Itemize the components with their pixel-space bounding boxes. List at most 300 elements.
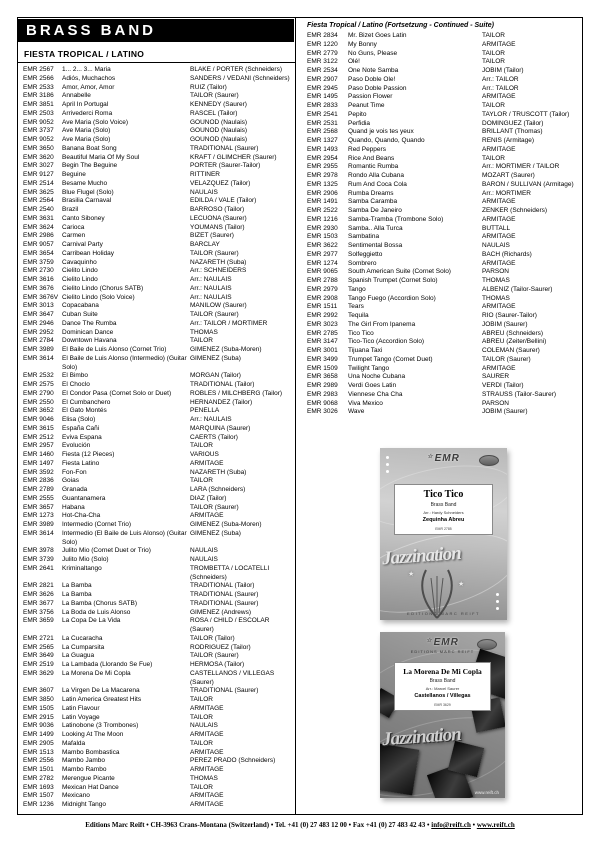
catalog-row <box>23 740 293 749</box>
composer-arranger: ARMITAGE <box>190 704 224 712</box>
composer-arranger: RITTINER <box>190 171 220 178</box>
piece-title: Begin The Beguine <box>62 162 118 170</box>
composer-arranger: BLAKE / PORTER (Schneiders) <box>190 66 282 73</box>
catalog-row <box>23 784 293 793</box>
catalog-row <box>23 399 293 408</box>
piece-title: Passion Flower <box>348 93 393 101</box>
piece-title: Una Noche Cubana <box>348 373 406 381</box>
catalog-number: EMR 1501 <box>23 766 54 773</box>
piece-title: Viva Mexico <box>348 399 383 407</box>
catalog-number: EMR 3614 <box>23 529 54 537</box>
catalog-row <box>307 365 581 374</box>
catalog-number: EMR 2512 <box>23 433 54 441</box>
composer-arranger: GOUNOD (Naulais) <box>190 118 248 126</box>
piece-title: Romantic Rumba <box>348 163 399 171</box>
catalog-row <box>307 391 581 400</box>
catalog-number: EMR 3989 <box>23 346 54 353</box>
composer-arranger: Arr.: TAILOR / MORTIMER <box>190 319 268 327</box>
catalog-number: EMR 9065 <box>307 268 338 276</box>
catalog-number: EMR 3122 <box>307 58 338 66</box>
composer-arranger: TRADITIONAL (Saurer) <box>190 144 259 152</box>
catalog-number: EMR 1274 <box>307 259 338 267</box>
composer-arranger: Arr.: NAULAIS <box>190 284 232 292</box>
imprint-text: EDITIONS MARC REIFT <box>410 649 475 654</box>
composer-arranger: KENNEDY (Saurer) <box>190 101 247 108</box>
catalog-row <box>307 347 581 356</box>
piece-title: Tico-Tico (Accordion Solo) <box>348 338 425 346</box>
catalog-number: EMR 3739 <box>23 556 54 563</box>
catalog-number: EMR 9052 <box>23 136 54 143</box>
composer-arranger: THOMAS <box>482 294 510 302</box>
cover-composer: Castellanos / Villegas <box>414 693 471 699</box>
composer-arranger: BUTTALL <box>482 224 511 232</box>
catalog-row <box>23 547 293 556</box>
catalog-row <box>23 661 293 670</box>
catalog-number: EMR 9046 <box>23 416 54 423</box>
catalog-number: EMR 2788 <box>307 277 338 284</box>
composer-arranger: KRAFT / GLIMCHER (Saurer) <box>190 153 277 161</box>
piece-title: Latin Flavour <box>62 704 100 712</box>
piece-title: Latin Voyage <box>62 713 100 721</box>
piece-title: Solfeggietto <box>348 250 383 258</box>
catalog-row <box>23 477 293 486</box>
composer-arranger: ARMITAGE <box>482 198 516 206</box>
piece-title: Red Peppers <box>348 145 386 153</box>
catalog-row <box>23 757 293 766</box>
catalog-row <box>23 267 293 276</box>
composer-arranger: TAILOR <box>482 58 505 66</box>
catalog-number: EMR 3650 <box>23 144 54 152</box>
catalog-row <box>307 76 581 85</box>
catalog-row <box>307 128 581 137</box>
corner-dots <box>496 593 499 610</box>
piece-title: Looking At The Moon <box>62 731 124 738</box>
catalog-row <box>23 84 293 93</box>
piece-title: Arrivederci Roma <box>62 109 113 117</box>
catalog-number: EMR 2955 <box>307 163 338 171</box>
catalog-row <box>307 312 581 321</box>
catalog-row <box>23 495 293 504</box>
catalog-number: EMR 2906 <box>307 189 338 197</box>
catalog-number: EMR 2721 <box>23 634 54 642</box>
catalog-number: EMR 2978 <box>307 172 338 179</box>
catalog-number: EMR 3625 <box>23 188 54 196</box>
piece-title: The Girl From Ipanema <box>348 320 416 328</box>
composer-arranger: ARMITAGE <box>190 459 224 467</box>
piece-title: Paso Doble Ole! <box>348 75 396 83</box>
catalog-number: EMR 3026 <box>307 408 338 416</box>
catalog-row <box>23 66 293 75</box>
piece-title: Carmen <box>62 232 86 240</box>
piece-title: La Virgen De La Macarena <box>62 687 140 695</box>
catalog-number: EMR 2952 <box>23 328 54 336</box>
composer-arranger: RUIZ (Tailor) <box>190 83 227 91</box>
catalog-number: EMR 2568 <box>307 128 338 136</box>
catalog-row <box>23 644 293 653</box>
composer-arranger: ROBLES / MILCHBERG (Tailor) <box>190 389 283 397</box>
composer-arranger: GIMENEZ (Suba) <box>190 529 241 537</box>
catalog-row <box>23 425 293 434</box>
catalog-row <box>23 127 293 136</box>
composer-arranger: TRADITIONAL (Tailor) <box>190 582 255 590</box>
piece-title: Brazil <box>62 206 79 213</box>
piece-title: Canto Siboney <box>62 214 105 222</box>
catalog-number: EMR 3676V <box>23 293 59 301</box>
catalog-number: EMR 9127 <box>23 171 54 178</box>
piece-title: Beguine <box>62 171 86 178</box>
catalog-number: EMR 2503 <box>23 109 54 117</box>
piece-title: Sombrero <box>348 259 377 267</box>
composer-arranger: SAURER <box>482 373 510 381</box>
cover-title-box <box>394 484 493 535</box>
composer-arranger: NAZARETH (Suba) <box>190 258 247 266</box>
catalog-number: EMR 2954 <box>307 154 338 162</box>
composer-arranger: NAULAIS <box>190 556 218 563</box>
piece-title: Peanut Time <box>348 102 385 109</box>
oval-badge-icon <box>479 455 499 466</box>
catalog-row <box>23 276 293 285</box>
composer-arranger: NAULAIS <box>190 547 218 555</box>
piece-title: Rondo Alla Cubana <box>348 172 405 179</box>
piece-title: Rice And Beans <box>348 154 395 162</box>
catalog-row <box>23 180 293 189</box>
piece-title: South American Suite (Cornet Solo) <box>348 268 451 276</box>
catalog-number: EMR 1460 <box>23 451 54 458</box>
piece-title: Ave Maria (Solo) <box>62 136 111 143</box>
composer-arranger: MANILOW (Saurer) <box>190 302 247 310</box>
composer-arranger: GOUNOD (Naulais) <box>190 136 248 143</box>
composer-arranger: PARSON <box>482 268 509 276</box>
piece-title: Carioca <box>62 223 85 231</box>
catalog-row <box>307 111 581 120</box>
catalog-row <box>23 504 293 513</box>
catalog-row <box>23 110 293 119</box>
composer-arranger: TAILOR <box>482 49 505 57</box>
piece-title: Olé! <box>348 58 360 66</box>
piece-title: Cavaquinho <box>62 258 97 266</box>
composer-arranger: RODRIGUEZ (Tailor) <box>190 643 251 651</box>
series-logo-jazzination: Jazzination <box>381 542 462 570</box>
catalog-number: EMR 2565 <box>23 643 54 651</box>
catalog-number: EMR 1216 <box>307 215 338 223</box>
piece-title: La Cucaracha <box>62 634 103 642</box>
composer-arranger: TAILOR <box>482 32 505 39</box>
catalog-number: EMR 2575 <box>23 381 54 388</box>
footer-contact: Editions Marc Reift • CH-3963 Crans-Montana (Switzerland) • Tel. +41 (0) 27 483 12 00 • Fax +41 (0) 27 483 42 43 • <box>85 821 432 829</box>
catalog-number: EMR 2531 <box>307 119 338 127</box>
catalog-number: EMR 3631 <box>23 214 54 222</box>
piece-title: Copacabana <box>62 302 99 310</box>
composer-arranger: Arr.: SCHNEIDERS <box>190 267 247 275</box>
catalog-row <box>23 337 293 346</box>
piece-title: Fiesta (12 Pieces) <box>62 451 115 458</box>
composer-arranger: JOBIM (Saurer) <box>482 408 528 416</box>
catalog-column-right <box>301 20 581 417</box>
composer-arranger: ARMITAGE <box>482 40 516 48</box>
catalog-number: EMR 3676 <box>23 284 54 292</box>
composer-arranger: PENELLA <box>190 407 220 415</box>
catalog-number: EMR 1511 <box>307 303 338 311</box>
composer-arranger: ARMITAGE <box>190 766 224 773</box>
piece-title: Pepito <box>348 110 367 118</box>
catalog-row <box>23 609 293 618</box>
catalog-number: EMR 3624 <box>23 223 54 231</box>
composer-arranger: THOMAS <box>190 774 218 782</box>
website-text: www.reift.ch <box>474 790 499 795</box>
piece-title: Downtown Havana <box>62 337 117 345</box>
catalog-row <box>23 792 293 801</box>
catalog-number: EMR 2541 <box>307 110 338 118</box>
composer-arranger: SANDERS / VEDANI (Schneiders) <box>190 74 290 82</box>
catalog-row <box>307 67 581 76</box>
piece-title: La Lambada (Llorando Se Fue) <box>62 661 153 668</box>
catalog-row <box>23 565 293 583</box>
composer-arranger: ABREU (Zeiter/Bellini) <box>482 338 547 346</box>
catalog-row <box>307 181 581 190</box>
composer-arranger: TRADITIONAL (Tailor) <box>190 381 255 388</box>
catalog-row <box>23 442 293 451</box>
piece-title: Rumba Dreams <box>348 189 394 197</box>
piece-title: Latin America Greatest Hits <box>62 696 142 703</box>
piece-title: Samba Caramba <box>348 198 398 206</box>
composer-arranger: MOZART (Saurer) <box>482 172 535 179</box>
composer-arranger: TAILOR (Saurer) <box>190 249 239 257</box>
composer-arranger: STRAUSS (Tailor-Saurer) <box>482 390 557 398</box>
composer-arranger: ABREU (Schneiders) <box>482 329 544 337</box>
catalog-number: EMR 1503 <box>307 233 338 241</box>
catalog-row <box>23 189 293 198</box>
piece-title: Tequila <box>348 312 369 319</box>
composer-arranger: TAILOR <box>190 696 213 703</box>
imprint-text: EDITIONS MARC REIFT <box>407 611 480 616</box>
catalog-number: EMR 2915 <box>23 713 54 721</box>
piece-title: No Guns, Please <box>348 49 398 57</box>
composer-arranger: HERNANDEZ (Tailor) <box>190 398 253 406</box>
composer-arranger: PEREZ PRADO (Schneiders) <box>190 757 276 765</box>
composer-arranger: GIMENEZ (Suba) <box>190 354 241 362</box>
catalog-number: EMR 2566 <box>23 74 54 82</box>
catalog-row <box>307 242 581 251</box>
catalog-number: EMR 1499 <box>23 731 54 738</box>
piece-title: La Copa De La Vida <box>62 617 121 625</box>
piece-title: Hot-Cha-Cha <box>62 512 101 520</box>
composer-arranger: VARIOUS <box>190 451 219 458</box>
catalog-number: EMR 2836 <box>23 477 54 485</box>
catalog-row <box>307 225 581 234</box>
catalog-number: EMR 2564 <box>23 197 54 205</box>
catalog-number: EMR 1497 <box>23 459 54 467</box>
composer-arranger: TAILOR (Tailor) <box>190 634 235 642</box>
catalog-row <box>23 101 293 110</box>
catalog-number: EMR 2782 <box>23 774 54 782</box>
catalog-number: EMR 3013 <box>23 302 54 310</box>
catalog-row <box>307 321 581 330</box>
composer-arranger: CASTELLANOS / VILLEGAS (Saurer) <box>190 669 275 686</box>
catalog-number: EMR 3615 <box>23 424 54 432</box>
catalog-row <box>23 145 293 154</box>
catalog-row <box>307 286 581 295</box>
catalog-number: EMR 2641 <box>23 564 54 572</box>
cover-arranger: Arr.: Marcel Saurer <box>425 686 460 691</box>
catalog-row <box>307 32 581 41</box>
catalog-number: EMR 3658 <box>307 373 338 381</box>
catalog-number: EMR 3851 <box>23 101 54 108</box>
catalog-number: EMR 9036 <box>23 722 54 730</box>
catalog-number: EMR 2534 <box>307 67 338 74</box>
cover-composer: Zequinha Abreu <box>422 517 465 523</box>
piece-title: La Guagua <box>62 652 95 660</box>
piece-title: Eviva Espana <box>62 433 102 441</box>
catalog-number: EMR 3607 <box>23 687 54 695</box>
piece-title: Cielito Lindo (Chorus SATB) <box>62 284 144 292</box>
catalog-row <box>23 670 293 688</box>
catalog-row <box>23 75 293 84</box>
catalog-number: EMR 2550 <box>23 398 54 406</box>
piece-title: Twilight Tango <box>348 364 390 372</box>
catalog-number: EMR 2789 <box>23 486 54 493</box>
composer-arranger: GIMENEZ (Suba-Moren) <box>190 346 262 353</box>
catalog-row <box>23 469 293 478</box>
composer-arranger: LECUONA (Saurer) <box>190 214 247 222</box>
composer-arranger: TRADITIONAL (Saurer) <box>190 687 259 695</box>
piece-title: Ave Maria (Solo) <box>62 127 111 135</box>
piece-title: 1... 2... 3... Maria <box>62 66 111 73</box>
piece-title: One Note Samba <box>348 67 399 74</box>
composer-arranger: TAILOR <box>190 337 213 345</box>
catalog-row <box>23 232 293 241</box>
catalog-list-left <box>18 63 295 810</box>
catalog-row <box>23 285 293 294</box>
catalog-number: EMR 3649 <box>23 652 54 660</box>
catalog-column-left <box>18 45 295 810</box>
catalog-row <box>23 407 293 416</box>
catalog-row <box>23 749 293 758</box>
piece-title: Intermedio (Cornet Trio) <box>62 521 131 528</box>
composer-arranger: ZENKER (Schneiders) <box>482 207 548 214</box>
catalog-number: EMR 3001 <box>307 347 338 354</box>
catalog-number: EMR 3654 <box>23 249 54 257</box>
catalog-number: EMR 2730 <box>23 267 54 275</box>
catalog-row <box>23 434 293 443</box>
piece-title: El Bimbo <box>62 372 89 380</box>
catalog-row <box>23 119 293 128</box>
piece-title: Sambatina <box>348 233 380 241</box>
catalog-row <box>23 775 293 784</box>
page-title: BRASS BAND <box>18 19 294 42</box>
piece-title: Rum And Coca Cola <box>348 180 407 188</box>
catalog-row <box>307 251 581 260</box>
piece-title: La Cumparsita <box>62 643 105 651</box>
catalog-number: EMR 1507 <box>23 792 54 800</box>
piece-title: Sentimental Bossa <box>348 242 403 249</box>
composer-arranger: TAILOR <box>190 442 213 450</box>
catalog-row <box>307 198 581 207</box>
catalog-row <box>307 146 581 155</box>
catalog-number: EMR 2957 <box>23 442 54 450</box>
catalog-number: EMR 2532 <box>23 372 54 380</box>
catalog-row <box>307 172 581 181</box>
catalog-row <box>307 268 581 277</box>
catalog-row <box>23 162 293 171</box>
catalog-number: EMR 2522 <box>307 207 338 214</box>
composer-arranger: ARMITAGE <box>190 731 224 738</box>
catalog-number: EMR 3620 <box>23 153 54 161</box>
catalog-row <box>307 190 581 199</box>
catalog-number: EMR 3737 <box>23 127 54 135</box>
catalog-row <box>307 216 581 225</box>
piece-title: My Bonny <box>348 40 377 48</box>
catalog-number: EMR 2907 <box>307 75 338 83</box>
catalog-row <box>307 373 581 382</box>
catalog-row <box>23 486 293 495</box>
catalog-row <box>307 233 581 242</box>
catalog-row <box>23 197 293 206</box>
catalog-number: EMR 3626 <box>23 591 54 598</box>
piece-title: Quand je vois tes yeux <box>348 128 414 136</box>
composer-arranger: VELAZQUEZ (Tailor) <box>190 179 251 187</box>
piece-title: Banana Boat Song <box>62 144 117 152</box>
catalog-row <box>23 652 293 661</box>
piece-title: Fon-Fon <box>62 468 87 476</box>
catalog-number: EMR 2905 <box>23 739 54 747</box>
composer-arranger: TAILOR <box>190 783 213 791</box>
catalog-number: EMR 1693 <box>23 783 54 791</box>
catalog-number: EMR 3756 <box>23 608 54 616</box>
catalog-row <box>23 460 293 469</box>
catalog-row <box>23 355 293 373</box>
composer-arranger: TAILOR (Saurer) <box>190 652 239 660</box>
catalog-row <box>23 171 293 180</box>
catalog-row <box>23 591 293 600</box>
piece-title: Cielito Lindo <box>62 267 98 275</box>
catalog-number: EMR 2533 <box>23 83 54 91</box>
catalog-row <box>307 408 581 417</box>
composer-arranger: Arr.: NAULAIS <box>190 416 232 423</box>
piece-title: Kriminaltango <box>62 564 102 572</box>
catalog-row <box>307 102 581 111</box>
catalog-row <box>23 530 293 548</box>
catalog-row <box>23 215 293 224</box>
catalog-number: EMR 2555 <box>23 494 54 502</box>
composer-arranger: TAILOR (Saurer) <box>190 503 239 511</box>
catalog-row <box>23 241 293 250</box>
catalog-number: EMR 1220 <box>307 40 338 48</box>
composer-arranger: BARCLAY <box>190 241 220 248</box>
composer-arranger: TAILOR <box>482 154 505 162</box>
piece-title: Mambo Bombastica <box>62 748 120 756</box>
piece-title: Dance The Rumba <box>62 319 117 327</box>
composer-arranger: TAILOR <box>482 102 505 109</box>
catalog-number: EMR 3759 <box>23 258 54 266</box>
catalog-row <box>23 600 293 609</box>
composer-arranger: JOBIM (Tailor) <box>482 67 524 74</box>
piece-title: April In Portugal <box>62 101 109 108</box>
piece-title: Trumpet Tango (Cornet Duet) <box>348 355 433 363</box>
composer-arranger: TAILOR (Saurer) <box>190 92 239 100</box>
catalog-row <box>23 731 293 740</box>
catalog-number: EMR 3499 <box>307 355 338 363</box>
section-title-left: FIESTA TROPICAL / LATINO <box>18 45 295 63</box>
catalog-row <box>307 85 581 94</box>
catalog-row <box>23 92 293 101</box>
piece-title: Guantanamera <box>62 494 106 502</box>
catalog-row <box>307 400 581 409</box>
piece-title: Mexicano <box>62 792 90 800</box>
composer-arranger: PARSON <box>482 399 509 407</box>
catalog-number: EMR 1495 <box>307 93 338 101</box>
composer-arranger: TAYLOR / TRUSCOTT (Tailor) <box>482 110 570 118</box>
composer-arranger: EDILDA / VALE (Tailor) <box>190 197 257 205</box>
